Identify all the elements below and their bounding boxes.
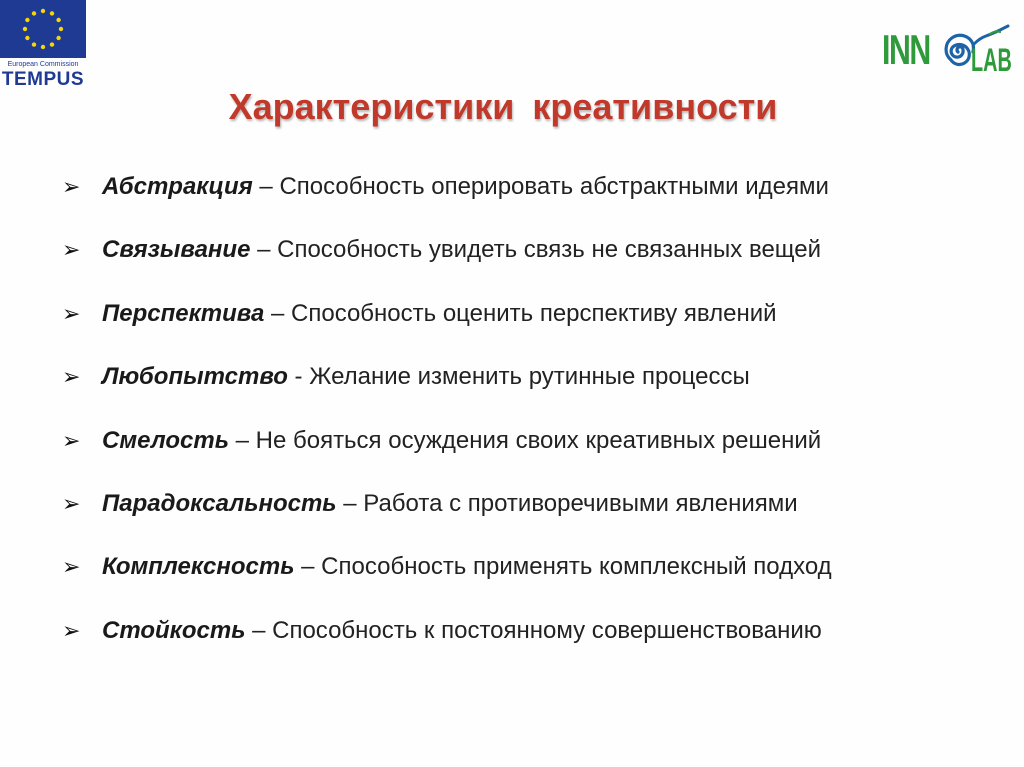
innolab-wordmark-inn: INN [882, 26, 930, 73]
item-term: Перспектива [102, 299, 265, 327]
item-description: Способность увидеть связь не связанных вещей [277, 236, 822, 264]
item-separator: – [250, 236, 278, 264]
list-item [62, 227, 1002, 290]
list-item [62, 291, 1002, 354]
item-separator: – [245, 616, 273, 644]
arrow-bullet-icon: ➢ [62, 617, 81, 643]
eu-tempus-logo [0, 0, 86, 92]
item-term: Стойкость [102, 616, 246, 644]
item-separator: – [264, 299, 292, 327]
item-separator: – [336, 489, 364, 517]
item-description: Способность к постоянному совершенствованию [272, 616, 822, 644]
item-term: Смелость [102, 426, 229, 454]
item-description: Способность применять комплексный подход [321, 553, 832, 581]
tempus-wordmark: TEMPUS [1, 69, 85, 90]
arrow-bullet-icon: ➢ [62, 364, 81, 390]
arrow-bullet-icon: ➢ [62, 300, 81, 326]
arrow-bullet-icon: ➢ [62, 554, 81, 580]
item-term: Парадоксальность [102, 489, 337, 517]
arrow-bullet-icon: ➢ [62, 490, 81, 516]
arrow-bullet-icon: ➢ [62, 237, 81, 263]
slide-title: Характеристики креативности [228, 86, 778, 127]
innolab-wordmark-lab: LAB [971, 42, 1012, 78]
item-term: Связывание [102, 236, 251, 264]
eu-flag-icon [0, 0, 86, 58]
list-item [62, 481, 1002, 544]
item-term: Абстракция [102, 173, 253, 200]
arrow-bullet-icon: ➢ [62, 427, 81, 453]
list-item [62, 164, 1002, 227]
item-separator: – [252, 173, 280, 200]
list-item [62, 354, 1002, 417]
characteristics-list [62, 164, 1002, 671]
item-description: Способность оперировать абстрактными идеями [279, 173, 829, 200]
item-separator: – [228, 426, 256, 454]
item-description: Не бояться осуждения своих креативных решений [255, 426, 822, 454]
eu-caption: European Commission [7, 61, 79, 68]
item-separator: – [294, 553, 322, 581]
item-separator: - [287, 363, 310, 391]
list-item [62, 608, 1002, 671]
item-description: Работа с противоречивыми явлениями [363, 489, 798, 517]
innolab-logo [878, 14, 1012, 78]
list-item [62, 418, 1002, 481]
list-item [62, 544, 1002, 607]
item-term: Комплексность [102, 553, 295, 581]
arrow-bullet-icon: ➢ [62, 174, 81, 199]
item-description: Желание изменить рутинные процессы [309, 363, 750, 391]
item-term: Любопытство [102, 363, 288, 391]
item-description: Способность оценить перспективу явлений [291, 299, 777, 327]
